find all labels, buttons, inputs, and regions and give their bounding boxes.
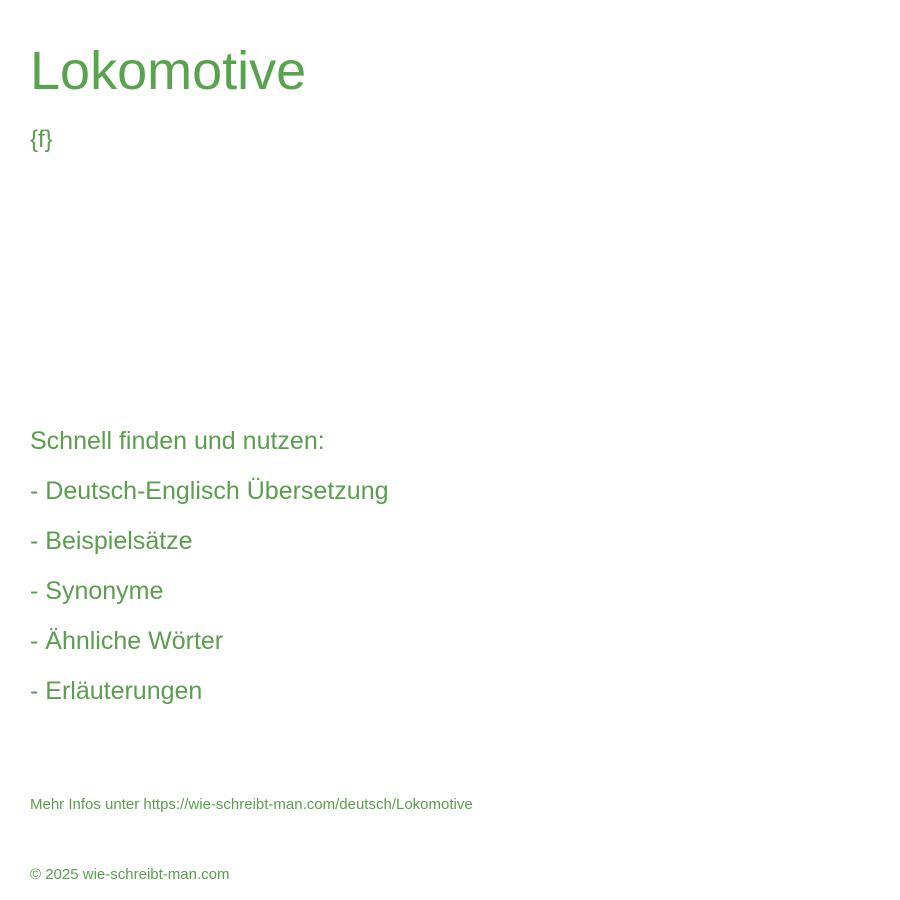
- list-item: - Synonyme: [30, 577, 164, 605]
- list-item: - Ähnliche Wörter: [30, 627, 224, 655]
- more-info-prefix: Mehr Infos unter: [30, 796, 144, 813]
- more-info-line: [30, 795, 473, 815]
- feature-items: [30, 474, 389, 724]
- copyright-notice: © 2025 wie-schreibt-man.com: [30, 866, 230, 883]
- feature-list: [30, 424, 389, 724]
- more-info-link[interactable]: https://wie-schreibt-man.com/deutsch/Lokomotive: [143, 796, 473, 813]
- page-title: Lokomotive: [30, 41, 307, 101]
- list-item: - Deutsch-Englisch Übersetzung: [30, 477, 389, 505]
- feature-list-heading: Schnell finden und nutzen:: [30, 427, 325, 455]
- grammatical-gender: {f}: [30, 126, 53, 153]
- list-item: - Beispielsätze: [30, 527, 193, 555]
- list-item: - Erläuterungen: [30, 677, 203, 705]
